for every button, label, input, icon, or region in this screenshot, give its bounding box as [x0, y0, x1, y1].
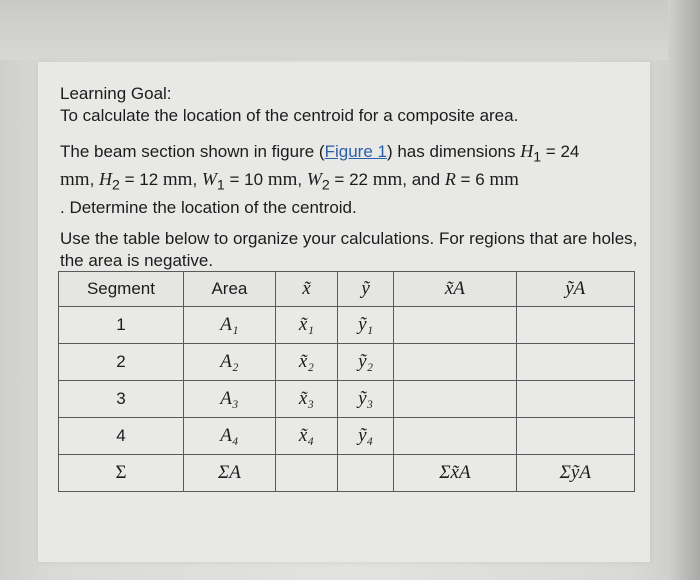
learning-goal	[60, 83, 650, 127]
header-area: Area	[183, 272, 275, 307]
r-symbol: R	[444, 169, 456, 190]
table-row	[59, 381, 635, 418]
header-x-tilde: x̃	[275, 272, 337, 307]
x-tilde-cell: x̃₂	[275, 344, 337, 381]
w1-value: = 10	[224, 170, 268, 190]
area-cell: A₁	[183, 307, 275, 344]
sum-x-tilde-a-cell: Σx̃A	[394, 455, 516, 492]
h2-value: = 12	[119, 170, 163, 190]
sum-area-cell: ΣA	[183, 455, 275, 492]
h1-subscript: 1	[533, 149, 542, 166]
table-row	[59, 418, 635, 455]
table-header-row	[59, 272, 635, 307]
y-tilde-a-cell[interactable]	[516, 381, 634, 418]
problem-text: The beam section shown in figure (	[60, 142, 325, 161]
table-sum-row	[59, 455, 635, 492]
w1-symbol: W	[201, 169, 217, 190]
header-segment: Segment	[59, 272, 184, 307]
y-tilde-cell: ỹ₁	[338, 307, 394, 344]
problem-statement: The beam section shown in figure (Figure 1) has dimensions $H_1 = 24$ mm, $H_2 = 12$ mm, $W_1 = 10$ mm, $W_2 = 22$ mm, and R = 6 mm . Determine the location of the centroid.	[60, 141, 580, 217]
w1-subscript: 1	[216, 177, 225, 194]
y-tilde-cell: ỹ₂	[338, 344, 394, 381]
problem-text: ) has dimensions	[386, 142, 521, 161]
sum-y-tilde-cell	[338, 455, 394, 492]
learning-goal-text: To calculate the location of the centroid for a composite area.	[60, 106, 519, 125]
unit: mm	[60, 169, 90, 191]
area-cell: A₃	[183, 381, 275, 418]
learning-goal-title: Learning Goal:	[60, 84, 172, 103]
x-tilde-cell: x̃₄	[275, 418, 337, 455]
sum-y-tilde-a-cell: ΣỹA	[516, 455, 634, 492]
segment-cell: 1	[59, 307, 184, 344]
h1-value: = 24	[541, 142, 580, 161]
header-y-tilde: ỹ	[338, 272, 394, 307]
y-tilde-a-cell[interactable]	[516, 307, 634, 344]
segment-cell: 2	[59, 344, 184, 381]
x-tilde-a-cell[interactable]	[394, 418, 516, 455]
unit: mm	[162, 169, 193, 191]
instructions	[60, 228, 650, 272]
determine-text: Determine the location of the centroid.	[69, 197, 357, 217]
x-tilde-cell: x̃₁	[275, 307, 337, 344]
sum-x-tilde-cell	[275, 455, 337, 492]
area-cell: A₄	[183, 418, 275, 455]
header-x-tilde-a: x̃A	[394, 272, 516, 307]
x-tilde-a-cell[interactable]	[394, 344, 516, 381]
h2-symbol: H	[99, 169, 113, 190]
x-tilde-cell: x̃₃	[275, 381, 337, 418]
table-row	[59, 307, 635, 344]
y-tilde-cell: ỹ₃	[338, 381, 394, 418]
h2-subscript: 2	[112, 177, 120, 194]
x-tilde-a-cell[interactable]	[394, 307, 516, 344]
background-edge	[668, 0, 700, 580]
problem-text: .	[60, 197, 70, 217]
y-tilde-cell: ỹ₄	[338, 418, 394, 455]
w2-subscript: 2	[321, 177, 330, 194]
sum-segment-cell: Σ	[59, 455, 184, 492]
unit: mm	[267, 169, 298, 191]
figure-link[interactable]: Figure 1	[324, 142, 387, 161]
area-cell: A₂	[183, 344, 275, 381]
w2-value: = 22	[329, 170, 373, 190]
unit: mm	[372, 169, 403, 191]
centroid-table	[58, 271, 635, 492]
header-y-tilde-a: ỹA	[516, 272, 634, 307]
y-tilde-a-cell[interactable]	[516, 344, 634, 381]
w2-symbol: W	[306, 169, 322, 190]
x-tilde-a-cell[interactable]	[394, 381, 516, 418]
r-value: = 6	[455, 170, 490, 190]
problem-text: , and	[402, 170, 445, 190]
table-row	[59, 344, 635, 381]
instructions-text: Use the table below to organize your calculations. For regions that are holes, the area is negative.	[60, 229, 638, 270]
unit: mm	[489, 169, 519, 191]
background-top	[0, 0, 700, 60]
segment-cell: 3	[59, 381, 184, 418]
y-tilde-a-cell[interactable]	[516, 418, 634, 455]
h1-symbol: H	[520, 141, 534, 161]
segment-cell: 4	[59, 418, 184, 455]
